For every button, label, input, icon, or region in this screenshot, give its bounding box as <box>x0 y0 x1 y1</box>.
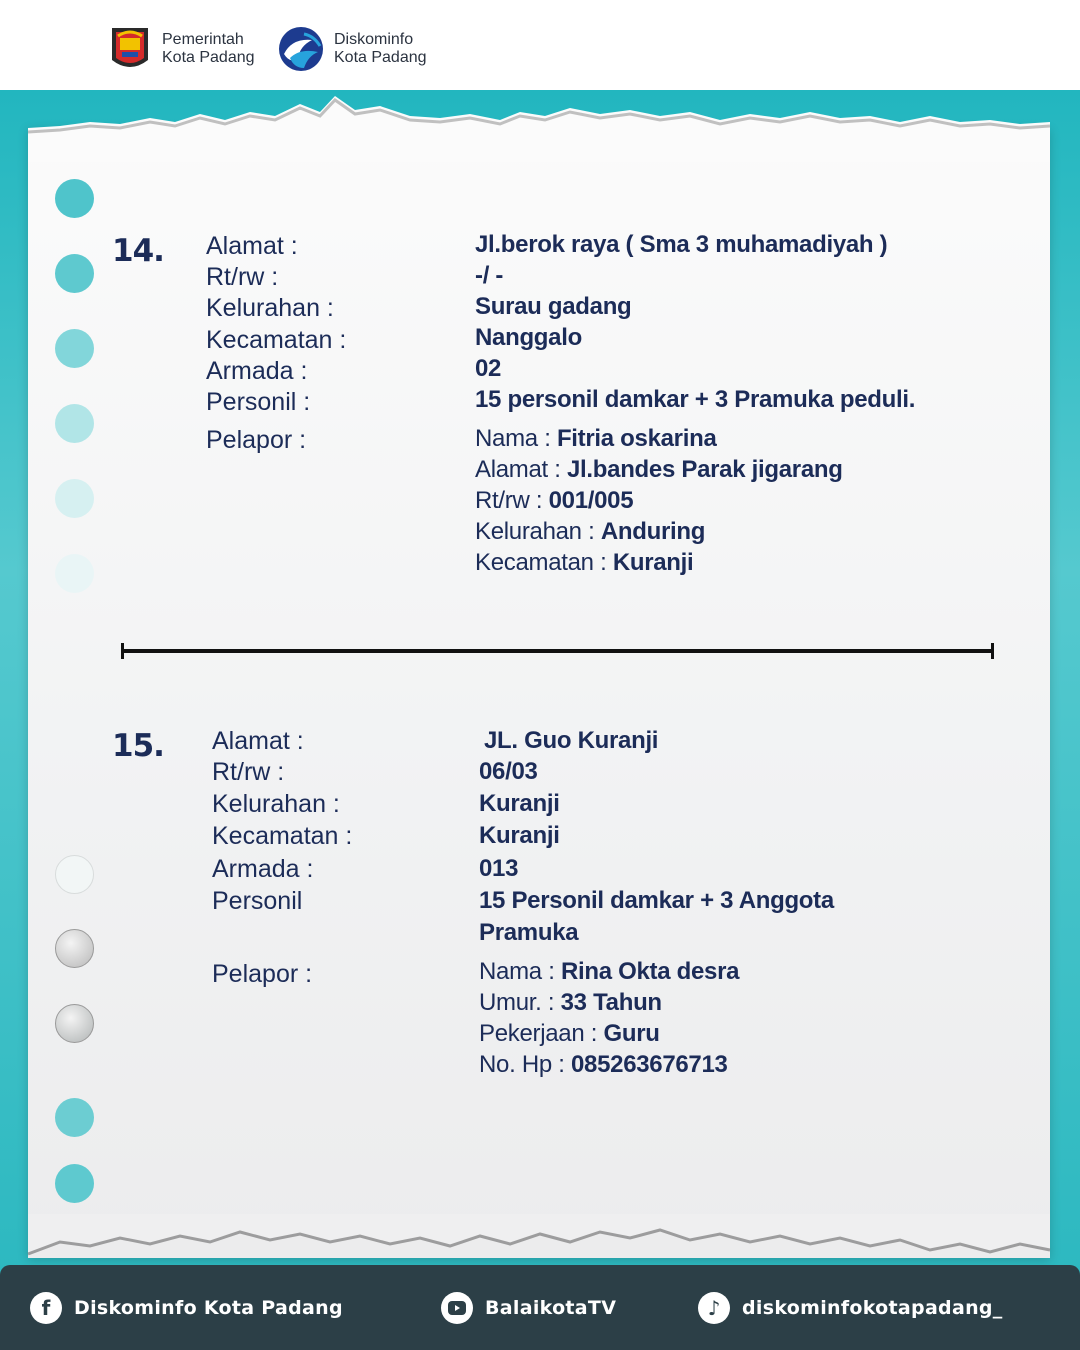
label-alamat: Alamat : <box>212 727 304 755</box>
label-personil: Personil : <box>206 388 311 416</box>
pelapor-kecamatan-value: Kuranji <box>612 549 694 576</box>
value-kecamatan: Kuranji <box>479 822 560 849</box>
value-armada: 013 <box>479 855 519 882</box>
torn-edge-top <box>0 92 1080 162</box>
pelapor-rtrw-value: 001/005 <box>548 487 634 514</box>
youtube-handle: BalaikotaTV <box>485 1296 617 1319</box>
label-rtrw: Rt/rw : <box>212 758 285 786</box>
pelapor-nama-value: Fitria oskarina <box>556 425 717 452</box>
binder-hole <box>55 855 94 894</box>
label-rtrw: Rt/rw : <box>206 263 279 291</box>
pelapor-nama-label: Nama : <box>475 425 557 452</box>
pelapor-pekerjaan-value: Guru <box>603 1020 660 1047</box>
section-divider <box>121 649 994 653</box>
pelapor-kelurahan <box>475 518 705 546</box>
label-personil: Personil <box>212 887 303 915</box>
pelapor-umur <box>479 989 662 1017</box>
pelapor-nama <box>479 958 739 986</box>
pelapor-umur-label: Umur. : <box>479 989 561 1016</box>
kominfo-line2: Kota Padang <box>334 49 427 66</box>
kominfo-emblem-icon <box>278 24 324 74</box>
label-kecamatan: Kecamatan : <box>212 822 353 850</box>
entry-number: 14. <box>112 233 164 269</box>
pelapor-kelurahan-label: Kelurahan : <box>475 518 601 545</box>
tiktok-handle: diskominfokotapadang_ <box>742 1296 1003 1319</box>
header-bar <box>0 0 1080 92</box>
kominfo-line1: Diskominfo <box>334 31 414 48</box>
binder-hole <box>55 479 94 518</box>
youtube-icon <box>441 1292 473 1324</box>
label-armada: Armada : <box>212 855 314 883</box>
pelapor-alamat-label: Alamat : <box>475 456 567 483</box>
binder-hole <box>55 929 94 968</box>
binder-hole <box>55 179 94 218</box>
value-personil-line2: Pramuka <box>479 919 579 946</box>
pemkot-logo <box>108 24 255 74</box>
binder-hole <box>55 554 94 593</box>
facebook-icon: f <box>30 1292 62 1324</box>
value-alamat: JL. Guo Kuranji <box>484 727 659 754</box>
pemkot-emblem-icon <box>108 24 152 74</box>
binder-hole <box>55 329 94 368</box>
binder-hole <box>55 1004 94 1043</box>
value-rtrw: 06/03 <box>479 758 538 785</box>
pelapor-kecamatan <box>475 549 693 577</box>
binder-hole <box>55 254 94 293</box>
tiktok-icon: ♪ <box>698 1292 730 1324</box>
label-pelapor: Pelapor : <box>212 960 313 988</box>
pelapor-umur-value: 33 Tahun <box>560 989 662 1016</box>
value-alamat: Jl.berok raya ( Sma 3 muhamadiyah ) <box>475 231 888 258</box>
facebook-handle: Diskominfo Kota Padang <box>74 1296 343 1319</box>
value-kelurahan: Kuranji <box>479 790 560 817</box>
entry-number: 15. <box>112 728 164 764</box>
label-kecamatan: Kecamatan : <box>206 326 347 354</box>
pelapor-nama-label: Nama : <box>479 958 561 985</box>
kominfo-logo <box>278 24 427 74</box>
pelapor-kelurahan-value: Anduring <box>600 518 706 545</box>
value-armada: 02 <box>475 355 502 382</box>
label-armada: Armada : <box>206 357 308 385</box>
pelapor-rtrw-label: Rt/rw : <box>475 487 549 514</box>
pelapor-nohp-value: 085263676713 <box>571 1051 728 1078</box>
pelapor-alamat-value: Jl.bandes Parak jigarang <box>567 456 843 483</box>
pelapor-pekerjaan-label: Pekerjaan : <box>479 1020 604 1047</box>
pelapor-nama <box>475 425 717 453</box>
value-personil: 15 personil damkar + 3 Pramuka peduli. <box>475 386 916 413</box>
binder-hole <box>55 1098 94 1137</box>
footer-bar <box>0 1265 1080 1350</box>
value-rtrw: -/ - <box>475 262 504 289</box>
facebook-link[interactable] <box>30 1265 343 1350</box>
label-kelurahan: Kelurahan : <box>212 790 340 818</box>
label-alamat: Alamat : <box>206 232 298 260</box>
pelapor-nama-value: Rina Okta desra <box>560 958 740 985</box>
pelapor-nohp-label: No. Hp : <box>479 1051 571 1078</box>
value-kelurahan: Surau gadang <box>475 293 632 320</box>
tiktok-link[interactable] <box>698 1265 1003 1350</box>
binder-hole <box>55 404 94 443</box>
value-kecamatan: Nanggalo <box>475 324 582 351</box>
label-kelurahan: Kelurahan : <box>206 294 334 322</box>
pelapor-kecamatan-label: Kecamatan : <box>475 549 613 576</box>
pemkot-line2: Kota Padang <box>162 49 255 66</box>
value-personil-line1: 15 Personil damkar + 3 Anggota <box>479 887 834 914</box>
pelapor-rtrw <box>475 487 633 515</box>
pelapor-nohp <box>479 1051 728 1079</box>
binder-hole <box>55 1164 94 1203</box>
pelapor-pekerjaan <box>479 1020 660 1048</box>
label-pelapor: Pelapor : <box>206 426 307 454</box>
youtube-link[interactable] <box>441 1265 616 1350</box>
pelapor-alamat <box>475 456 843 484</box>
pemkot-line1: Pemerintah <box>162 31 244 48</box>
